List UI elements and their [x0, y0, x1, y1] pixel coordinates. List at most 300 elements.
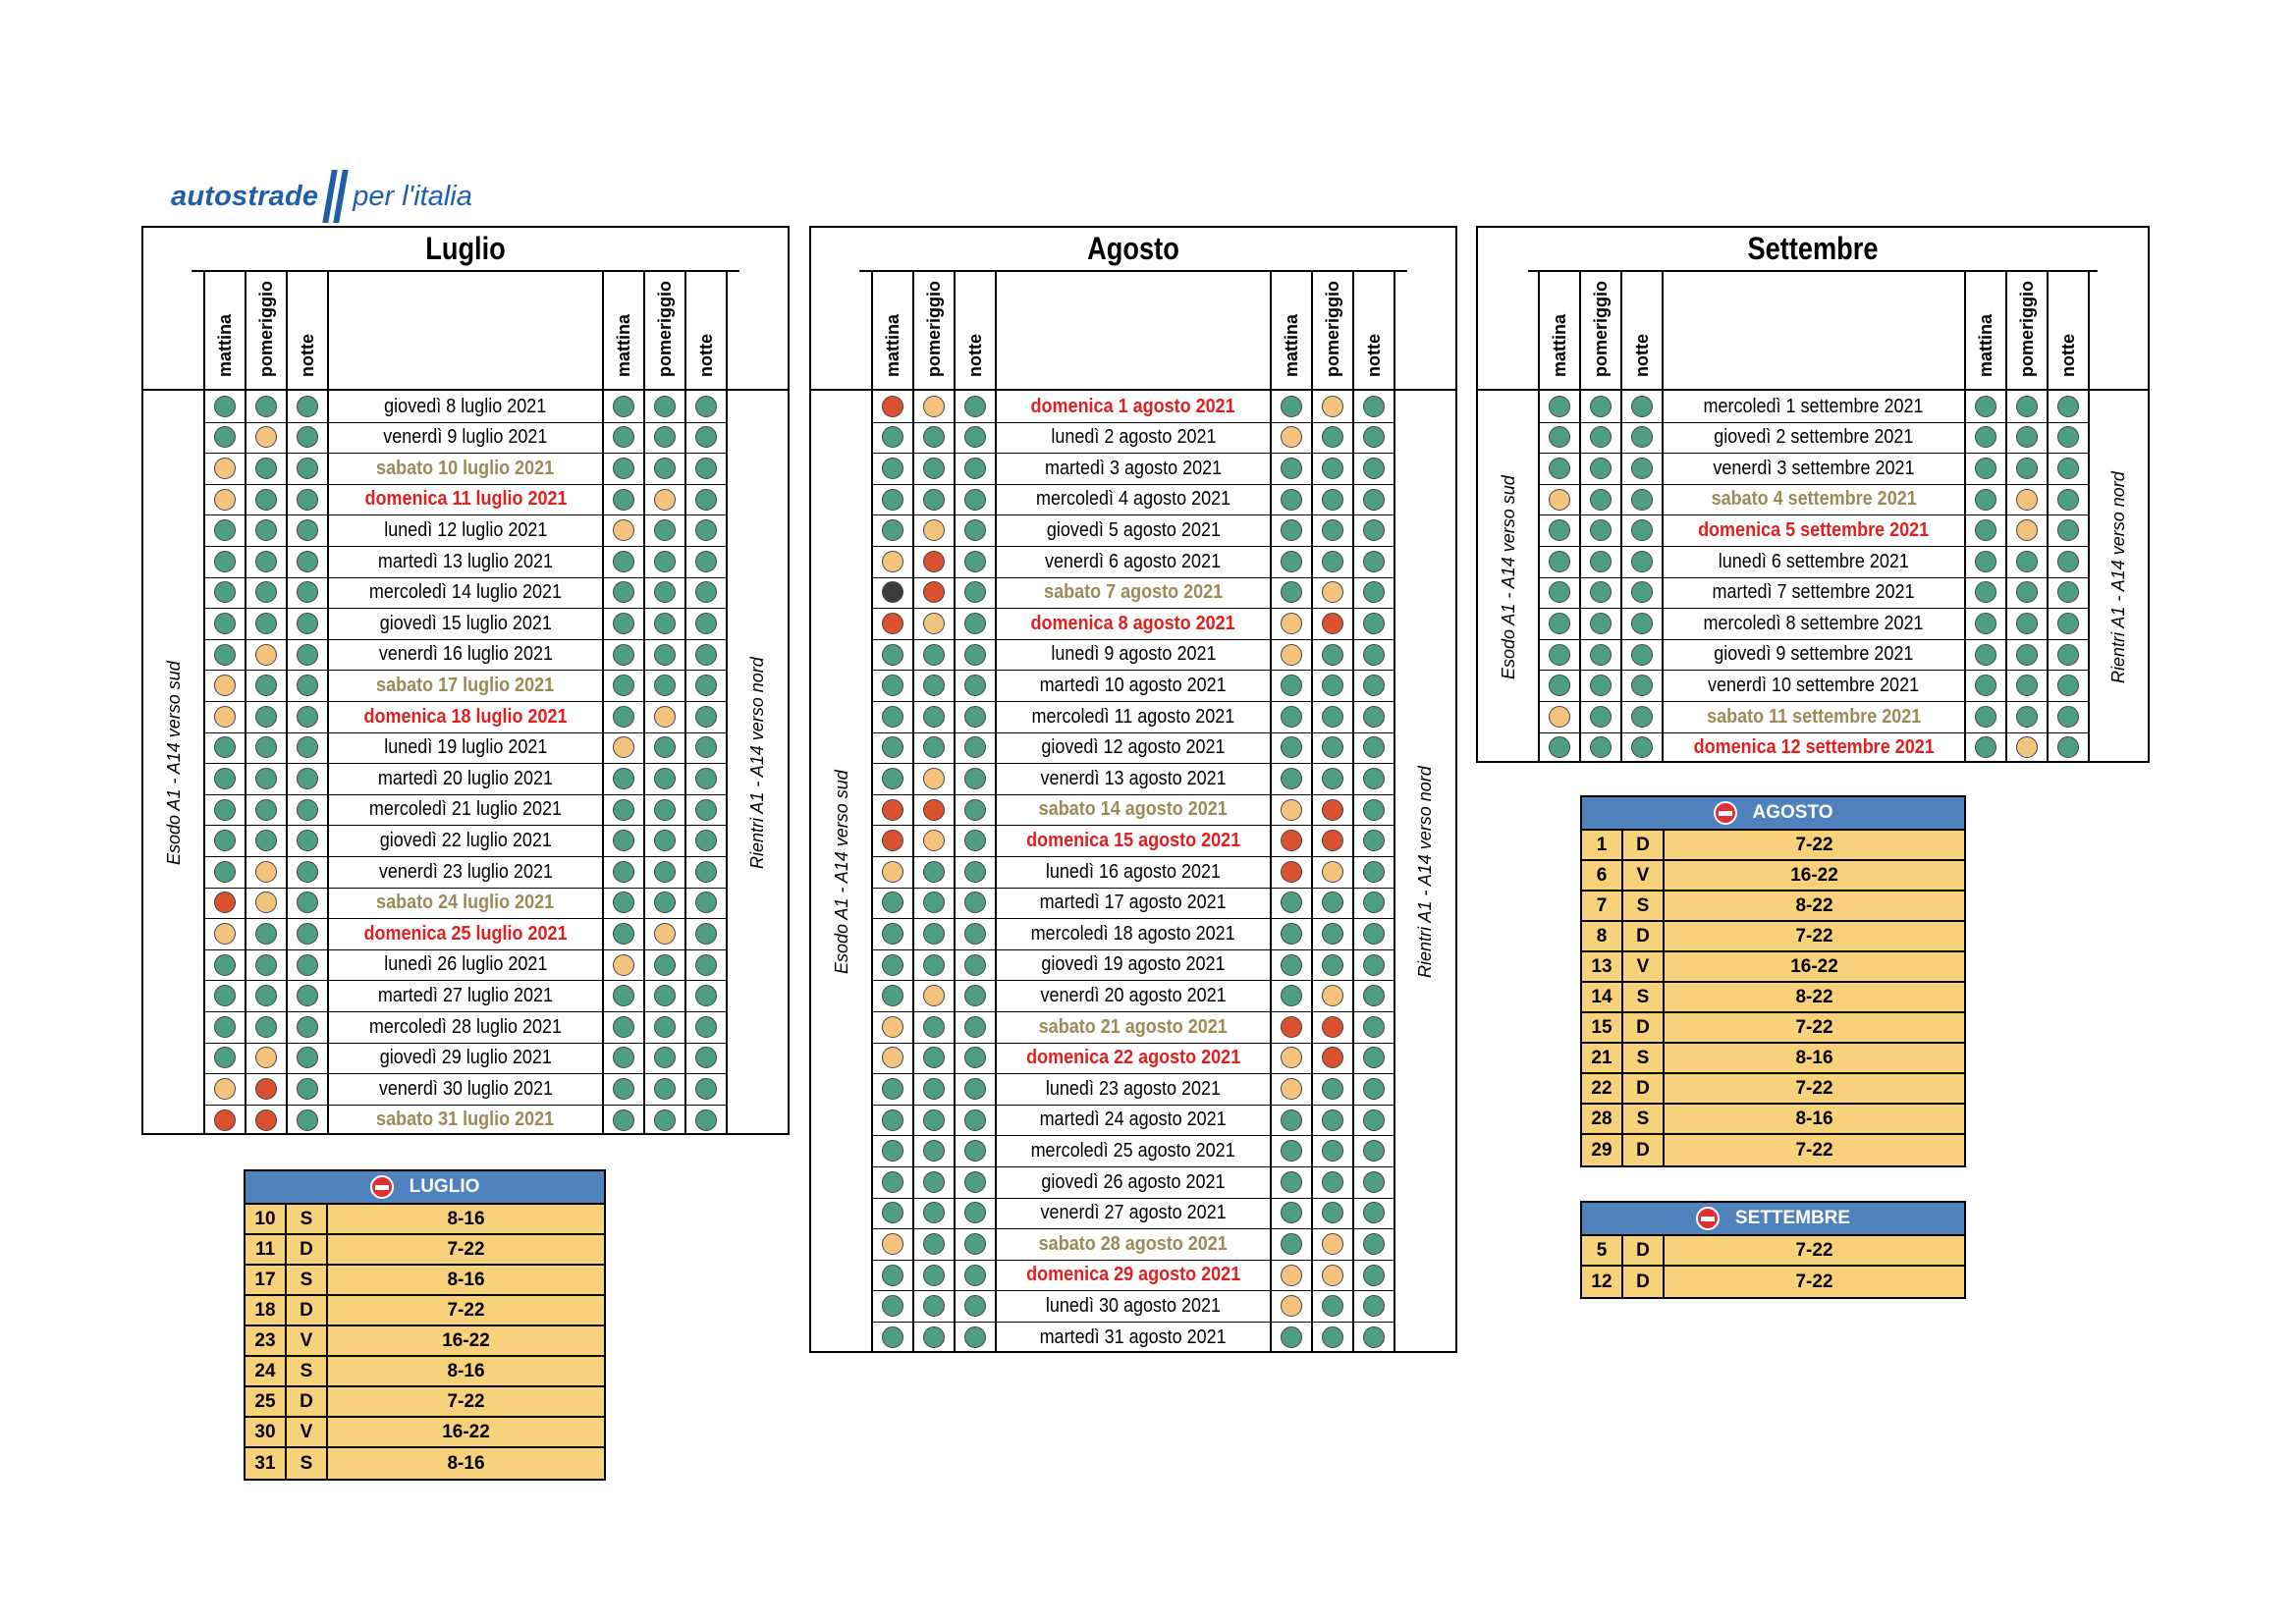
traffic-dot-rientri-pomeriggio — [1322, 519, 1343, 541]
traffic-dot-esodo-notte — [964, 861, 986, 883]
column-divider — [1620, 272, 1622, 763]
traffic-dot-rientri-notte — [695, 1078, 717, 1100]
traffic-dot-rientri-mattina — [1281, 1202, 1302, 1223]
traffic-dot-rientri-pomeriggio — [2016, 736, 2038, 758]
traffic-dot-rientri-notte — [1363, 799, 1385, 821]
day-label-text: lunedì 19 luglio 2021 — [383, 736, 548, 759]
traffic-dot-rientri-notte — [2057, 675, 2079, 696]
traffic-dot-esodo-notte — [297, 923, 318, 945]
traffic-dot-rientri-pomeriggio — [654, 1016, 676, 1038]
traffic-dot-esodo-pomeriggio — [923, 768, 945, 789]
ban-weekday: S — [287, 1357, 328, 1385]
traffic-dot-rientri-pomeriggio — [1322, 799, 1343, 821]
day-label — [1663, 671, 1965, 701]
traffic-dot-esodo-mattina — [214, 892, 236, 913]
traffic-dot-esodo-notte — [1631, 644, 1653, 666]
traffic-dot-rientri-mattina — [1281, 1078, 1302, 1100]
traffic-dot-esodo-mattina — [882, 551, 903, 572]
traffic-dot-esodo-pomeriggio — [255, 1016, 277, 1038]
traffic-dot-rientri-pomeriggio — [1322, 1265, 1343, 1286]
traffic-dot-esodo-notte — [297, 706, 318, 728]
day-label-text: giovedì 29 luglio 2021 — [379, 1047, 552, 1069]
day-label-text: domenica 12 settembre 2021 — [1693, 736, 1935, 759]
traffic-dot-rientri-notte — [2057, 613, 2079, 634]
day-label-text: lunedì 30 agosto 2021 — [1045, 1294, 1222, 1317]
traffic-dot-esodo-notte — [297, 426, 318, 448]
traffic-dot-esodo-notte — [297, 799, 318, 821]
traffic-dot-rientri-mattina — [613, 675, 634, 696]
day-label — [328, 392, 603, 422]
column-header-mattina: mattina — [614, 313, 633, 377]
traffic-dot-esodo-notte — [964, 489, 986, 511]
traffic-dot-esodo-pomeriggio — [923, 1078, 945, 1100]
traffic-dot-rientri-mattina — [613, 799, 634, 821]
ban-day: 8 — [1582, 922, 1623, 950]
traffic-dot-rientri-pomeriggio — [654, 830, 676, 851]
traffic-dot-esodo-notte — [964, 1265, 986, 1286]
traffic-dot-esodo-notte — [964, 458, 986, 479]
calendar-luglio — [141, 226, 790, 1135]
traffic-dot-esodo-mattina — [1549, 706, 1570, 728]
day-label-text: mercoledì 21 luglio 2021 — [368, 798, 563, 821]
traffic-dot-rientri-pomeriggio — [1322, 1109, 1343, 1131]
ban-hours: 7-22 — [1795, 925, 1833, 947]
day-label-text: sabato 4 settembre 2021 — [1711, 488, 1917, 511]
traffic-dot-rientri-mattina — [1281, 644, 1302, 666]
traffic-dot-rientri-pomeriggio — [654, 954, 676, 976]
ban-day: 14 — [1582, 983, 1623, 1011]
traffic-dot-esodo-pomeriggio — [923, 1326, 945, 1348]
traffic-dot-esodo-mattina — [882, 1233, 903, 1255]
day-label — [996, 1012, 1271, 1043]
traffic-dot-rientri-pomeriggio — [654, 736, 676, 758]
column-header-mattina: mattina — [1550, 313, 1569, 377]
traffic-dot-rientri-pomeriggio — [2016, 581, 2038, 603]
ban-hours: 8-16 — [447, 1208, 485, 1229]
traffic-dot-esodo-mattina — [214, 613, 236, 634]
ban-weekday: D — [1623, 831, 1665, 859]
column-header-notte: notte — [2058, 334, 2078, 377]
no-trucks-icon — [370, 1175, 394, 1199]
traffic-dot-esodo-notte — [964, 613, 986, 634]
traffic-dot-rientri-notte — [695, 519, 717, 541]
traffic-dot-rientri-mattina — [613, 830, 634, 851]
traffic-dot-esodo-pomeriggio — [255, 1047, 277, 1068]
day-label — [996, 981, 1271, 1011]
ban-weekday: V — [287, 1418, 328, 1446]
traffic-dot-esodo-notte — [1631, 458, 1653, 479]
column-divider — [2088, 272, 2090, 763]
traffic-dot-rientri-notte — [695, 954, 717, 976]
day-label — [328, 888, 603, 918]
traffic-dot-esodo-mattina — [214, 923, 236, 945]
traffic-dot-esodo-mattina — [882, 675, 903, 696]
traffic-dot-rientri-pomeriggio — [654, 458, 676, 479]
day-label — [1663, 484, 1965, 514]
traffic-dot-esodo-pomeriggio — [1590, 489, 1612, 511]
traffic-dot-rientri-mattina — [1975, 644, 1996, 666]
traffic-dot-rientri-mattina — [1975, 519, 1996, 541]
side-label-rientri: Rientri A1 - A14 verso nord — [747, 657, 767, 870]
traffic-dot-rientri-pomeriggio — [1322, 892, 1343, 913]
traffic-dot-rientri-mattina — [613, 489, 634, 511]
traffic-dot-rientri-pomeriggio — [1322, 458, 1343, 479]
traffic-dot-rientri-notte — [1363, 954, 1385, 976]
day-label-text: giovedì 12 agosto 2021 — [1041, 736, 1226, 759]
day-label-text: domenica 29 agosto 2021 — [1025, 1264, 1241, 1286]
column-divider — [912, 272, 914, 1353]
ban-table-settembre — [1580, 1201, 1966, 1299]
traffic-dot-rientri-mattina — [1975, 396, 1996, 417]
traffic-dot-esodo-pomeriggio — [255, 768, 277, 789]
traffic-dot-rientri-notte — [695, 706, 717, 728]
traffic-dot-esodo-mattina — [882, 426, 903, 448]
day-label-text: mercoledì 8 settembre 2021 — [1703, 612, 1925, 634]
traffic-dot-esodo-mattina — [1549, 736, 1570, 758]
ban-table-title: SETTEMBRE — [1734, 1208, 1851, 1228]
day-label — [996, 702, 1271, 732]
traffic-dot-esodo-pomeriggio — [1590, 458, 1612, 479]
traffic-dot-rientri-notte — [1363, 892, 1385, 913]
traffic-dot-esodo-notte — [964, 1326, 986, 1348]
traffic-dot-rientri-notte — [695, 768, 717, 789]
traffic-dot-rientri-notte — [695, 799, 717, 821]
ban-row — [246, 1387, 604, 1418]
traffic-dot-rientri-notte — [695, 861, 717, 883]
traffic-dot-rientri-pomeriggio — [654, 426, 676, 448]
traffic-dot-rientri-mattina — [1281, 861, 1302, 883]
calendar-agosto — [809, 226, 1457, 1353]
traffic-dot-rientri-mattina — [1281, 458, 1302, 479]
traffic-dot-esodo-mattina — [882, 396, 903, 417]
traffic-dot-esodo-pomeriggio — [923, 1047, 945, 1068]
traffic-dot-rientri-notte — [1363, 736, 1385, 758]
traffic-dot-esodo-mattina — [882, 458, 903, 479]
ban-row — [246, 1235, 604, 1266]
day-label — [996, 1074, 1271, 1105]
day-label — [996, 639, 1271, 670]
traffic-dot-esodo-mattina — [214, 736, 236, 758]
traffic-dot-esodo-mattina — [1549, 396, 1570, 417]
traffic-dot-esodo-pomeriggio — [923, 1233, 945, 1255]
traffic-dot-rientri-notte — [1363, 985, 1385, 1006]
traffic-dot-rientri-mattina — [1975, 613, 1996, 634]
day-label — [996, 671, 1271, 701]
traffic-dot-esodo-notte — [297, 675, 318, 696]
traffic-dot-esodo-pomeriggio — [255, 1078, 277, 1100]
ban-hours: 8-16 — [1795, 1047, 1833, 1068]
ban-hours: 8-16 — [447, 1360, 485, 1381]
traffic-dot-esodo-notte — [1631, 581, 1653, 603]
traffic-dot-esodo-mattina — [214, 396, 236, 417]
traffic-dot-esodo-pomeriggio — [923, 551, 945, 572]
ban-hours: 8-22 — [1795, 986, 1833, 1007]
day-label — [328, 857, 603, 888]
traffic-dot-esodo-mattina — [214, 551, 236, 572]
traffic-dot-esodo-mattina — [882, 613, 903, 634]
ban-row — [1582, 1236, 1964, 1267]
traffic-dot-esodo-pomeriggio — [255, 985, 277, 1006]
day-label — [328, 1043, 603, 1073]
day-label-text: domenica 1 agosto 2021 — [1030, 395, 1236, 417]
traffic-dot-rientri-pomeriggio — [654, 892, 676, 913]
traffic-dot-esodo-pomeriggio — [923, 581, 945, 603]
traffic-dot-rientri-pomeriggio — [2016, 551, 2038, 572]
day-label-text: giovedì 8 luglio 2021 — [384, 395, 547, 417]
ban-table-header — [1582, 797, 1964, 831]
traffic-dot-rientri-notte — [695, 892, 717, 913]
traffic-dot-rientri-mattina — [613, 551, 634, 572]
traffic-dot-rientri-mattina — [1281, 985, 1302, 1006]
day-label-text: venerdì 27 agosto 2021 — [1040, 1202, 1227, 1224]
day-label-text: domenica 22 agosto 2021 — [1025, 1047, 1241, 1069]
day-label-text: lunedì 6 settembre 2021 — [1718, 550, 1910, 572]
traffic-dot-rientri-notte — [1363, 830, 1385, 851]
traffic-dot-esodo-pomeriggio — [255, 861, 277, 883]
traffic-dot-esodo-mattina — [882, 1047, 903, 1068]
traffic-dot-esodo-pomeriggio — [255, 519, 277, 541]
traffic-dot-esodo-mattina — [882, 736, 903, 758]
column-header-pomeriggio: pomeriggio — [2017, 281, 2037, 377]
traffic-dot-rientri-pomeriggio — [654, 675, 676, 696]
traffic-dot-esodo-mattina — [214, 768, 236, 789]
traffic-dot-rientri-mattina — [1281, 519, 1302, 541]
traffic-dot-esodo-mattina — [1549, 675, 1570, 696]
traffic-dot-esodo-pomeriggio — [923, 892, 945, 913]
day-label — [1663, 639, 1965, 670]
logo-brand: autostrade — [171, 180, 319, 212]
traffic-dot-esodo-notte — [964, 1295, 986, 1317]
traffic-dot-esodo-notte — [297, 519, 318, 541]
traffic-dot-rientri-pomeriggio — [654, 489, 676, 511]
day-label — [328, 515, 603, 546]
traffic-dot-rientri-notte — [695, 581, 717, 603]
ban-row — [1582, 861, 1964, 892]
traffic-dot-rientri-pomeriggio — [654, 581, 676, 603]
day-label-text: lunedì 9 agosto 2021 — [1050, 643, 1217, 666]
traffic-dot-esodo-notte — [964, 830, 986, 851]
column-divider — [1394, 272, 1395, 1353]
column-header-mattina: mattina — [1282, 313, 1301, 377]
ban-day: 28 — [1582, 1105, 1623, 1133]
traffic-dot-rientri-pomeriggio — [1322, 1047, 1343, 1068]
traffic-dot-esodo-mattina — [214, 1109, 236, 1131]
ban-weekday: D — [1623, 1135, 1665, 1165]
day-label — [328, 949, 603, 980]
traffic-dot-rientri-mattina — [1281, 736, 1302, 758]
traffic-dot-rientri-notte — [1363, 923, 1385, 945]
traffic-dot-rientri-notte — [1363, 1078, 1385, 1100]
traffic-dot-esodo-notte — [297, 1078, 318, 1100]
ban-row — [246, 1357, 604, 1387]
traffic-dot-rientri-pomeriggio — [1322, 954, 1343, 976]
traffic-dot-esodo-notte — [297, 1109, 318, 1131]
traffic-dot-rientri-mattina — [613, 736, 634, 758]
day-label-text: sabato 21 agosto 2021 — [1038, 1015, 1229, 1038]
day-label — [328, 547, 603, 577]
traffic-dot-rientri-notte — [1363, 1265, 1385, 1286]
traffic-dot-rientri-pomeriggio — [654, 799, 676, 821]
traffic-dot-rientri-notte — [2057, 581, 2079, 603]
day-label-text: venerdì 20 agosto 2021 — [1040, 984, 1227, 1006]
traffic-dot-rientri-mattina — [613, 1109, 634, 1131]
traffic-dot-rientri-mattina — [1975, 489, 1996, 511]
traffic-dot-esodo-pomeriggio — [1590, 396, 1612, 417]
traffic-dot-rientri-pomeriggio — [1322, 581, 1343, 603]
traffic-dot-rientri-pomeriggio — [1322, 675, 1343, 696]
ban-day: 6 — [1582, 861, 1623, 890]
day-label — [996, 1323, 1271, 1353]
traffic-dot-esodo-notte — [964, 644, 986, 666]
traffic-dot-rientri-notte — [1363, 1140, 1385, 1162]
day-label — [996, 1043, 1271, 1073]
traffic-dot-rientri-notte — [695, 1016, 717, 1038]
traffic-dot-rientri-notte — [695, 1047, 717, 1068]
traffic-dot-esodo-mattina — [1549, 644, 1570, 666]
traffic-dot-rientri-pomeriggio — [1322, 1202, 1343, 1223]
traffic-dot-esodo-mattina — [214, 1078, 236, 1100]
side-label-rientri: Rientri A1 - A14 verso nord — [1415, 766, 1435, 978]
traffic-dot-rientri-pomeriggio — [654, 396, 676, 417]
traffic-dot-esodo-mattina — [882, 1140, 903, 1162]
traffic-dot-rientri-pomeriggio — [654, 923, 676, 945]
traffic-dot-esodo-pomeriggio — [255, 551, 277, 572]
ban-weekday: D — [287, 1387, 328, 1416]
traffic-dot-rientri-mattina — [1281, 1047, 1302, 1068]
ban-weekday: D — [1623, 1013, 1665, 1042]
traffic-dot-esodo-mattina — [882, 830, 903, 851]
traffic-dot-rientri-notte — [1363, 1295, 1385, 1317]
traffic-dot-esodo-notte — [297, 1047, 318, 1068]
logo-sub: per l'italia — [353, 180, 472, 212]
traffic-dot-esodo-pomeriggio — [923, 396, 945, 417]
side-label-esodo: Esodo A1 - A14 verso sud — [1499, 474, 1518, 679]
traffic-dot-esodo-notte — [964, 736, 986, 758]
traffic-dot-rientri-mattina — [1975, 581, 1996, 603]
day-label — [328, 732, 603, 763]
traffic-dot-rientri-notte — [695, 426, 717, 448]
traffic-dot-rientri-notte — [1363, 426, 1385, 448]
day-label-text: mercoledì 18 agosto 2021 — [1030, 922, 1236, 945]
traffic-dot-esodo-notte — [964, 1202, 986, 1223]
traffic-dot-esodo-mattina — [882, 1109, 903, 1131]
day-label — [996, 1229, 1271, 1260]
day-label-text: martedì 17 agosto 2021 — [1039, 892, 1228, 914]
traffic-dot-esodo-mattina — [882, 892, 903, 913]
ban-row — [1582, 831, 1964, 861]
ban-row — [1582, 922, 1964, 952]
traffic-dot-esodo-mattina — [882, 1265, 903, 1286]
column-header-pomeriggio: pomeriggio — [924, 281, 944, 377]
traffic-dot-esodo-mattina — [214, 799, 236, 821]
day-label-text: mercoledì 1 settembre 2021 — [1703, 395, 1925, 417]
ban-day: 17 — [246, 1266, 287, 1294]
traffic-dot-esodo-notte — [1631, 519, 1653, 541]
day-label — [328, 919, 603, 949]
traffic-dot-esodo-mattina — [882, 519, 903, 541]
ban-row — [1582, 952, 1964, 983]
traffic-dot-esodo-pomeriggio — [923, 458, 945, 479]
day-label — [996, 732, 1271, 763]
traffic-dot-esodo-pomeriggio — [255, 799, 277, 821]
traffic-dot-esodo-mattina — [1549, 458, 1570, 479]
traffic-dot-esodo-mattina — [214, 519, 236, 541]
day-label-text: domenica 5 settembre 2021 — [1698, 518, 1930, 541]
column-header-pomeriggio: pomeriggio — [256, 281, 276, 377]
day-label-text: lunedì 12 luglio 2021 — [383, 518, 548, 541]
ban-weekday: D — [1623, 1236, 1665, 1265]
day-label-text: lunedì 16 agosto 2021 — [1045, 860, 1222, 883]
ban-table-title: AGOSTO — [1752, 802, 1833, 823]
day-label-text: giovedì 9 settembre 2021 — [1714, 643, 1914, 666]
day-label-text: martedì 7 settembre 2021 — [1712, 581, 1916, 604]
ban-hours: 7-22 — [447, 1299, 485, 1321]
traffic-dot-rientri-pomeriggio — [2016, 675, 2038, 696]
traffic-dot-esodo-pomeriggio — [255, 706, 277, 728]
day-label — [328, 1012, 603, 1043]
ban-day: 24 — [246, 1357, 287, 1385]
traffic-dot-esodo-pomeriggio — [923, 1202, 945, 1223]
traffic-dot-rientri-notte — [1363, 551, 1385, 572]
traffic-dot-rientri-pomeriggio — [1322, 1171, 1343, 1193]
traffic-dot-rientri-mattina — [613, 644, 634, 666]
traffic-dot-esodo-notte — [1631, 551, 1653, 572]
day-label-text: sabato 10 luglio 2021 — [376, 457, 555, 479]
traffic-dot-rientri-pomeriggio — [1322, 1078, 1343, 1100]
traffic-dot-rientri-mattina — [1281, 1016, 1302, 1038]
traffic-dot-esodo-pomeriggio — [923, 426, 945, 448]
traffic-dot-rientri-pomeriggio — [2016, 644, 2038, 666]
traffic-dot-esodo-notte — [964, 706, 986, 728]
traffic-dot-esodo-pomeriggio — [255, 644, 277, 666]
traffic-dot-rientri-pomeriggio — [2016, 396, 2038, 417]
traffic-dot-rientri-mattina — [613, 768, 634, 789]
day-label-text: venerdì 30 luglio 2021 — [378, 1077, 553, 1100]
ban-day: 21 — [1582, 1044, 1623, 1072]
traffic-dot-esodo-notte — [1631, 489, 1653, 511]
traffic-dot-esodo-pomeriggio — [923, 799, 945, 821]
traffic-dot-rientri-notte — [1363, 489, 1385, 511]
day-label — [328, 639, 603, 670]
traffic-dot-esodo-notte — [964, 799, 986, 821]
column-divider — [1311, 272, 1313, 1353]
traffic-dot-esodo-mattina — [882, 644, 903, 666]
traffic-dot-rientri-mattina — [613, 613, 634, 634]
column-header-notte: notte — [696, 334, 716, 377]
column-header-mattina: mattina — [215, 313, 235, 377]
traffic-dot-rientri-notte — [695, 736, 717, 758]
traffic-dot-esodo-pomeriggio — [923, 613, 945, 634]
column-divider — [286, 272, 288, 1135]
ban-table-header — [246, 1171, 604, 1205]
day-label — [328, 764, 603, 794]
traffic-dot-esodo-notte — [297, 644, 318, 666]
day-label-text: sabato 14 agosto 2021 — [1038, 798, 1229, 821]
traffic-dot-esodo-pomeriggio — [255, 675, 277, 696]
traffic-dot-esodo-mattina — [882, 706, 903, 728]
traffic-dot-rientri-pomeriggio — [2016, 458, 2038, 479]
day-label — [1663, 422, 1965, 453]
traffic-dot-rientri-pomeriggio — [1322, 396, 1343, 417]
ban-hours: 7-22 — [1795, 1271, 1833, 1292]
traffic-dot-esodo-notte — [1631, 706, 1653, 728]
ban-row — [1582, 1135, 1964, 1165]
traffic-dot-rientri-mattina — [613, 923, 634, 945]
traffic-dot-rientri-mattina — [1281, 706, 1302, 728]
traffic-dot-esodo-mattina — [882, 799, 903, 821]
day-label-text: domenica 11 luglio 2021 — [363, 488, 568, 511]
ban-day: 30 — [246, 1418, 287, 1446]
